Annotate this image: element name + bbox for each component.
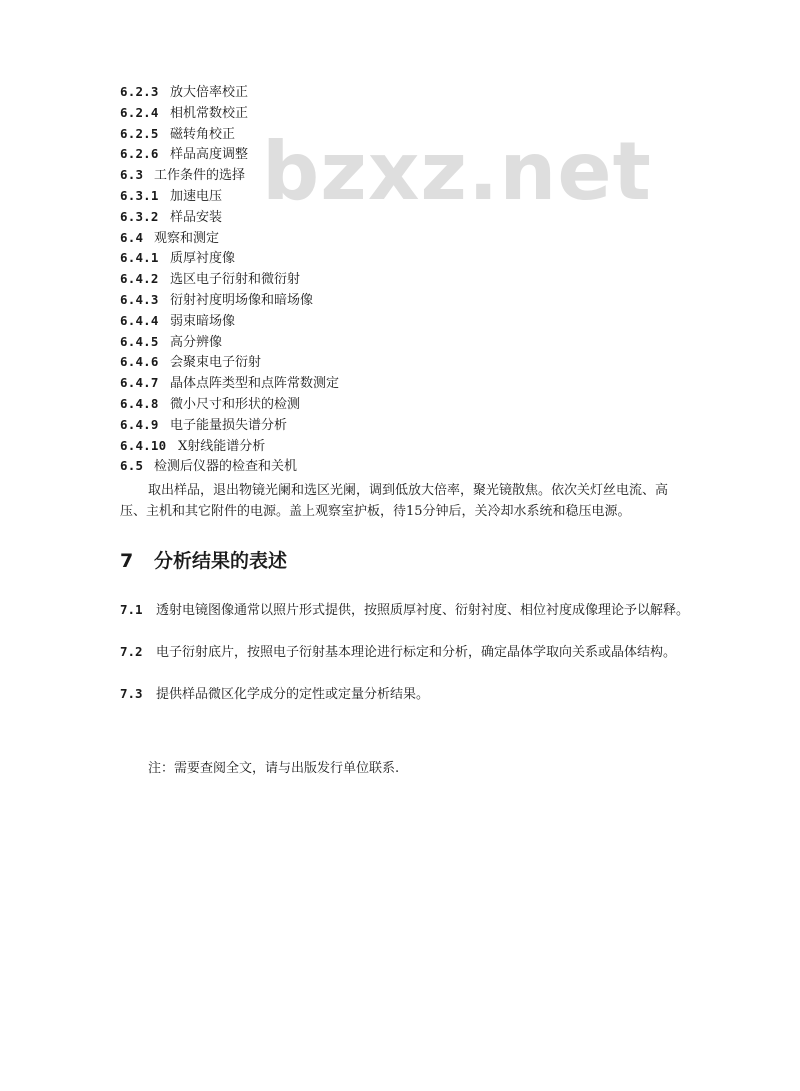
outline-title: 磁转角校正	[170, 126, 236, 142]
outline-number: 6.4.1	[120, 250, 159, 266]
outline-number: 6.2.5	[120, 125, 159, 141]
outline-number: 6.4.2	[120, 271, 159, 287]
outline-number: 6.4.5	[120, 333, 159, 349]
outline-item	[120, 394, 339, 415]
outline-number: 6.2.4	[120, 104, 159, 120]
outline-title: 样品高度调整	[170, 147, 249, 163]
clause-item	[120, 641, 690, 663]
outline-title: 晶体点阵类型和点阵常数测定	[170, 376, 340, 392]
outline-number: 6.4	[120, 229, 144, 245]
outline-item	[120, 352, 339, 373]
clause-item	[120, 683, 690, 705]
note-text: 注：需要查阅全文，请与出版发行单位联系.	[148, 761, 400, 776]
outline-title: 相机常数校正	[170, 105, 249, 121]
section-heading	[120, 546, 287, 573]
outline-number: 6.4.10	[120, 437, 167, 453]
outline-number: 6.5	[120, 458, 144, 474]
clause-text: 电子衍射底片，按照电子衍射基本理论进行标定和分析，确定晶体学取向关系或晶体结构。	[156, 645, 677, 660]
section-heading-title: 分析结果的表述	[154, 550, 288, 572]
outline-title: 电子能量损失谱分析	[170, 417, 288, 433]
watermark: bzxz.net	[262, 125, 652, 218]
clause-text: 提供样品微区化学成分的定性或定量分析结果。	[156, 687, 430, 702]
outline-item	[120, 456, 339, 477]
outline-item	[120, 332, 339, 353]
outline-item	[120, 436, 339, 457]
outline-title: 加速电压	[170, 188, 223, 204]
outline-number: 6.4.7	[120, 375, 159, 391]
outline-title: 放大倍率校正	[170, 85, 249, 100]
clause-number: 7.2	[120, 644, 143, 659]
outline-item	[120, 103, 339, 124]
clause-number: 7.1	[120, 602, 143, 617]
outline-item	[120, 415, 339, 436]
outline-item	[120, 165, 339, 186]
outline-title: 工作条件的选择	[154, 168, 246, 184]
outline-title: 弱束暗场像	[170, 313, 236, 329]
outline-title: 选区电子衍射和微衍射	[170, 272, 301, 288]
outline-item	[120, 82, 339, 103]
clause-number: 7.3	[120, 686, 143, 701]
outline-item	[120, 207, 339, 228]
outline-title: 观察和测定	[154, 230, 220, 246]
outline-item	[120, 228, 339, 249]
outline-item	[120, 269, 339, 290]
outline-title: 会聚束电子衍射	[170, 355, 262, 371]
outline-title: 衍射衬度明场像和暗场像	[170, 292, 314, 308]
outline-title: 高分辨像	[170, 334, 223, 350]
outline-number: 6.4.9	[120, 416, 159, 432]
outline-title: 质厚衬度像	[170, 251, 236, 267]
outline-number: 6.2.3	[120, 84, 159, 99]
outline-title: X射线能谱分析	[178, 438, 266, 454]
section-outline-list	[120, 82, 339, 477]
outline-title: 检测后仪器的检查和关机	[154, 459, 298, 475]
outline-item	[120, 144, 339, 165]
section-heading-number: 7	[120, 550, 134, 572]
outline-number: 6.2.6	[120, 146, 159, 162]
outline-number: 6.3.2	[120, 208, 159, 224]
outline-title: 样品安装	[170, 209, 223, 225]
outline-item	[120, 124, 339, 145]
section-6-5-paragraph: 取出样品，退出物镜光阑和选区光阑，调到低放大倍率，聚光镜散焦。依次关灯丝电流、高压、主机和其它附件的电源。盖上观察室护板，待15分钟后，关冷却水系统和稳压电源。	[120, 483, 669, 519]
outline-number: 6.3.1	[120, 187, 159, 203]
outline-number: 6.3	[120, 167, 144, 183]
outline-number: 6.4.3	[120, 291, 159, 307]
outline-item	[120, 248, 339, 269]
outline-item	[120, 186, 339, 207]
outline-item	[120, 311, 339, 332]
clause-text: 透射电镜图像通常以照片形式提供，按照质厚衬度、衍射衬度、相位衬度成像理论予以解释。	[156, 603, 690, 618]
outline-number: 6.4.6	[120, 354, 159, 370]
outline-item	[120, 373, 339, 394]
outline-item	[120, 290, 339, 311]
outline-number: 6.4.8	[120, 395, 159, 411]
clause-item	[120, 599, 690, 621]
outline-title: 微小尺寸和形状的检测	[170, 396, 301, 412]
outline-number: 6.4.4	[120, 312, 159, 328]
